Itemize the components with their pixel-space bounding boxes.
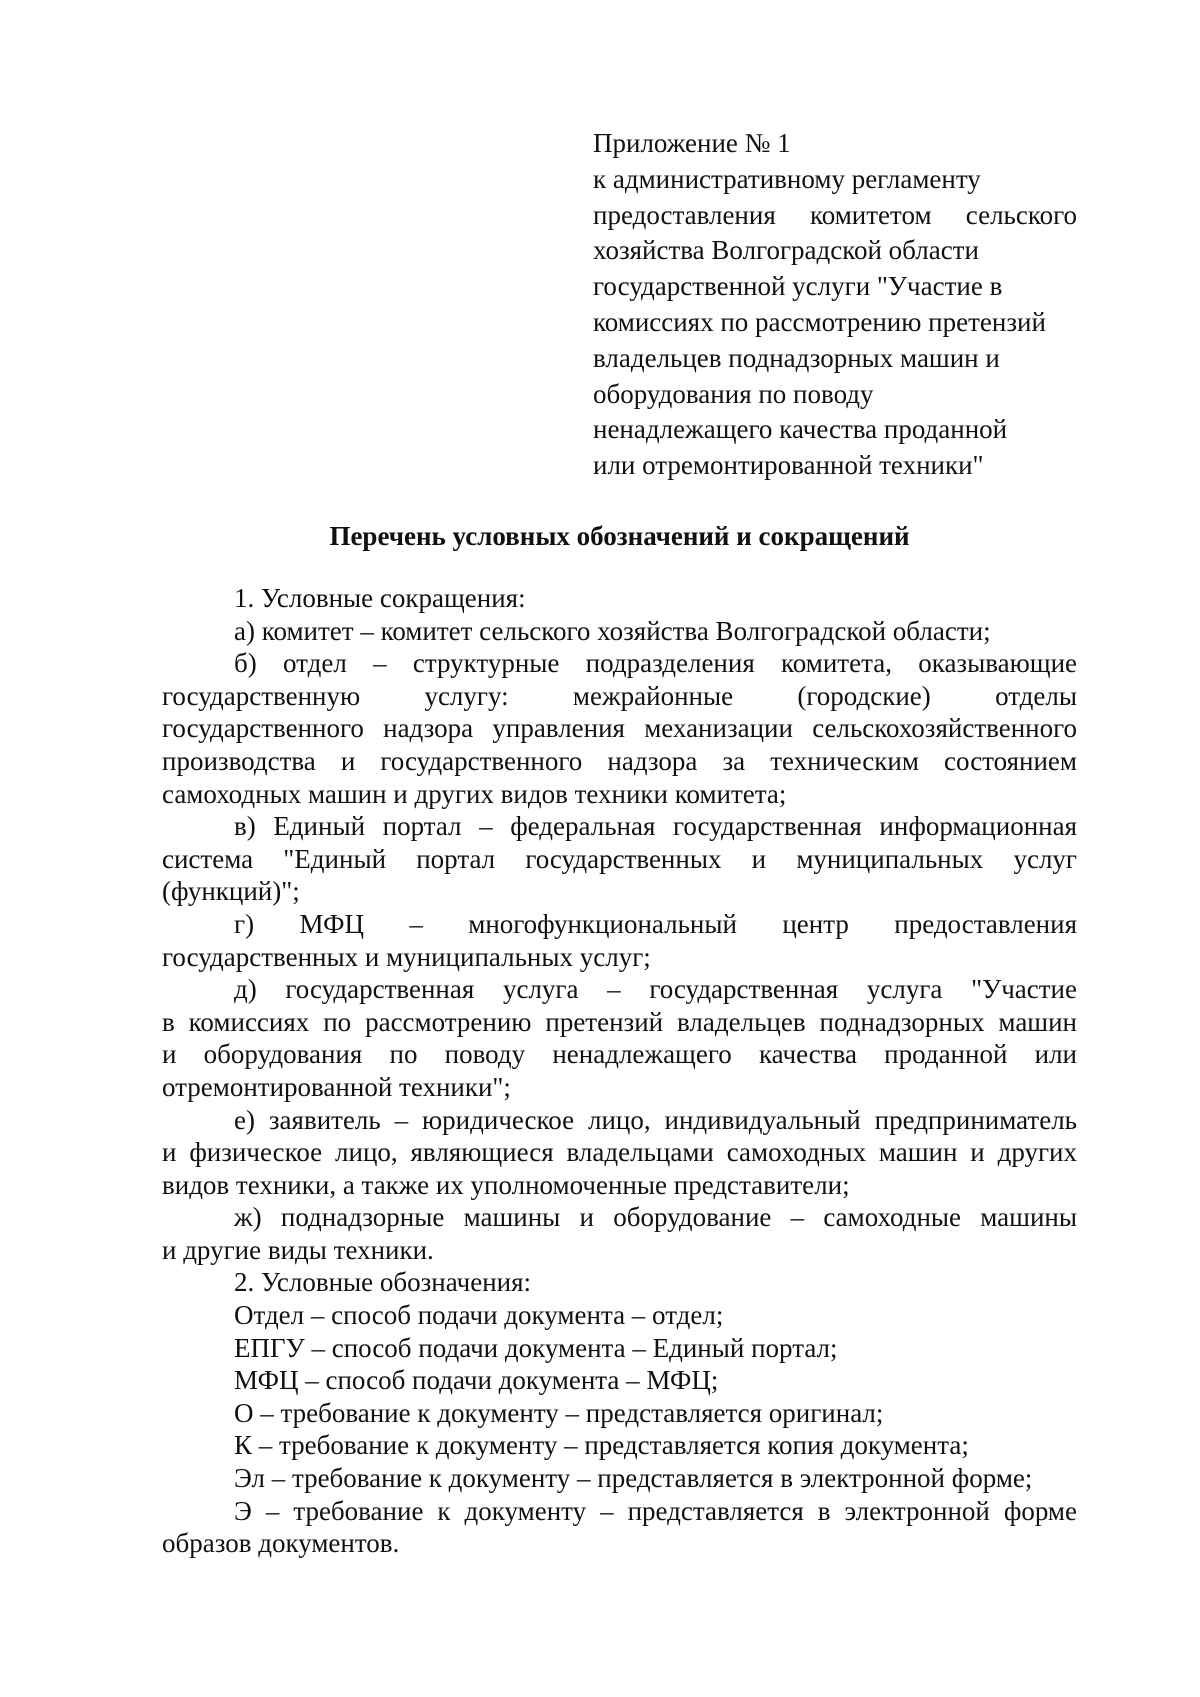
list-item-continuation: и другие виды техники. (162, 1234, 434, 1265)
appendix-line: к административному регламенту (593, 163, 981, 194)
list-item-continuation: видов техники, а также их уполномоченные представители; (162, 1169, 850, 1200)
legend-item: Отдел – способ подачи документа – отдел; (234, 1300, 724, 1331)
appendix-line: хозяйства Волгоградской области (593, 235, 979, 266)
appendix-line: оборудования по поводу (593, 378, 874, 409)
list-item-continuation: система "Единый портал государственных и муниципальных услуг (162, 843, 1077, 874)
appendix-line: государственной услуги "Участие в (593, 271, 1003, 302)
list-item-continuation: государственного надзора управления механизации сельскохозяйственного (162, 713, 1077, 744)
appendix-line: или отремонтированной техники" (593, 450, 984, 481)
list-item-continuation: производства и государственного надзора за техническим состоянием (162, 745, 1077, 776)
list-item-continuation: в комиссиях по рассмотрению претензий владельцев поднадзорных машин (162, 1006, 1077, 1037)
list-item-continuation: государственную услугу: межрайонные (городские) отделы (162, 680, 1077, 711)
list-item: е) заявитель – юридическое лицо, индивидуальный предприниматель (234, 1104, 1077, 1135)
legend-item-continuation: образов документов. (162, 1528, 400, 1559)
list-item: в) Единый портал – федеральная государственная информационная (234, 811, 1077, 842)
appendix-line: комиссиях по рассмотрению претензий (593, 306, 1046, 337)
legend-item: К – требование к документу – представляется копия документа; (234, 1430, 969, 1461)
list-item: д) государственная услуга – государственная услуга "Участие (234, 974, 1077, 1005)
appendix-line: ненадлежащего качества проданной (593, 414, 1008, 445)
document-body (162, 582, 1077, 1560)
list-item-continuation: и оборудования по поводу ненадлежащего качества проданной или (162, 1039, 1077, 1070)
appendix-header (593, 126, 1077, 484)
list-item: а) комитет – комитет сельского хозяйства Волгоградской области; (234, 615, 991, 646)
list-item-continuation: и физическое лицо, являющиеся владельцами самоходных машин и других (162, 1137, 1077, 1168)
section-heading: 1. Условные сокращения: (234, 583, 526, 613)
list-item: ж) поднадзорные машины и оборудование – самоходные машины (234, 1202, 1077, 1233)
list-item-continuation: отремонтированной техники"; (162, 1071, 511, 1102)
legend-item: Э – требование к документу – представляется в электронной форме (234, 1495, 1077, 1526)
legend-item: ЕПГУ – способ подачи документа – Единый портал; (234, 1332, 838, 1363)
list-item-continuation: государственных и муниципальных услуг; (162, 941, 651, 972)
list-item-continuation: (функций)"; (162, 876, 300, 907)
list-item: б) отдел – структурные подразделения комитета, оказывающие (234, 648, 1077, 679)
appendix-line: Приложение № 1 (593, 128, 791, 158)
appendix-line: владельцев поднадзорных машин и (593, 342, 1000, 373)
appendix-line: предоставления комитетом сельского (593, 199, 1077, 230)
list-item-continuation: самоходных машин и других видов техники комитета; (162, 778, 787, 809)
section-heading: 2. Условные обозначения: (234, 1267, 532, 1298)
document-title: Перечень условных обозначений и сокращений (329, 521, 910, 551)
list-item: г) МФЦ – многофункциональный центр предоставления (234, 908, 1077, 939)
legend-item: МФЦ – способ подачи документа – МФЦ; (234, 1365, 719, 1396)
legend-item: Эл – требование к документу – представляется в электронной форме; (234, 1463, 1033, 1494)
legend-item: О – требование к документу – представляется оригинал; (234, 1397, 884, 1428)
